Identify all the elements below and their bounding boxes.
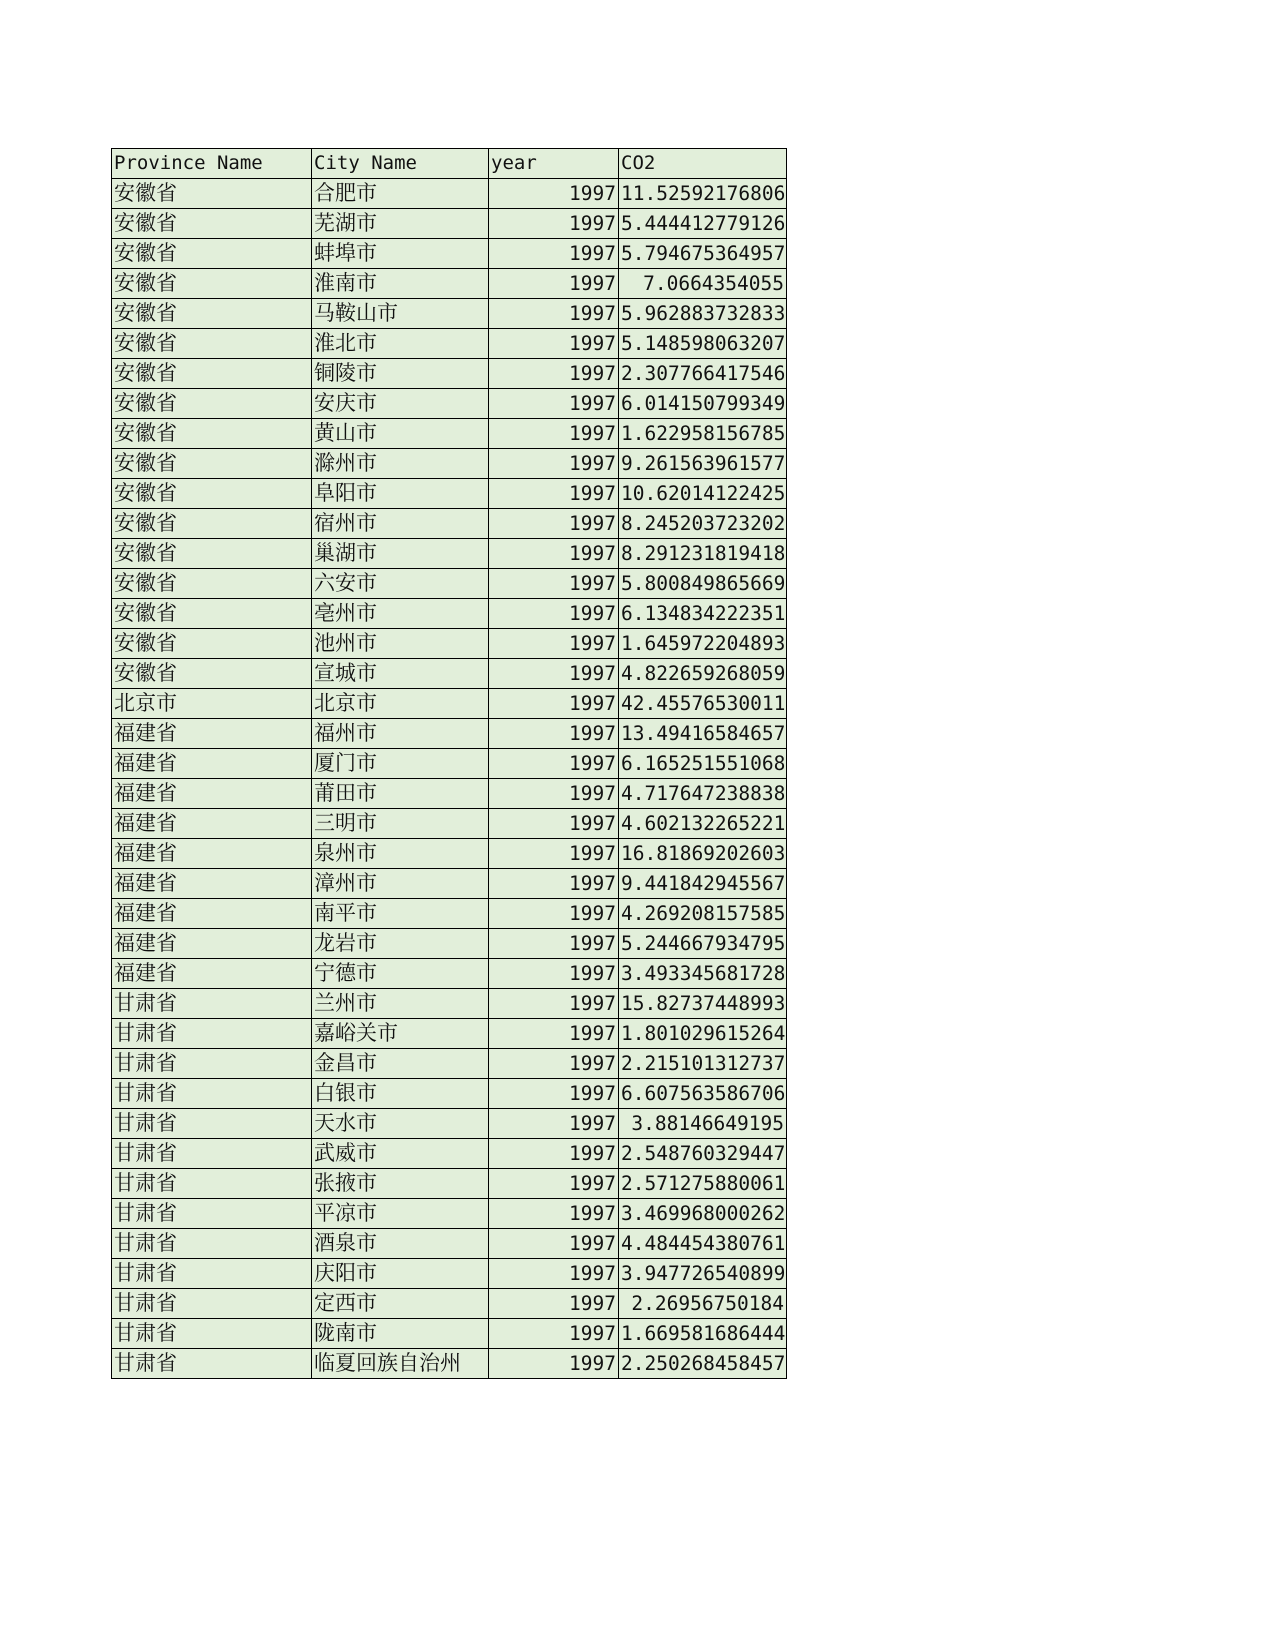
year-cell: 1997 xyxy=(489,989,619,1019)
table-row xyxy=(112,1019,787,1049)
co2-cell: 6.165251551068 xyxy=(619,749,787,779)
table-row xyxy=(112,749,787,779)
year-cell: 1997 xyxy=(489,869,619,899)
province-cell: 甘肃省 xyxy=(112,1259,312,1289)
province-cell: 福建省 xyxy=(112,809,312,839)
province-cell: 安徽省 xyxy=(112,479,312,509)
province-cell: 安徽省 xyxy=(112,179,312,209)
table-row xyxy=(112,869,787,899)
co2-cell: 4.602132265221 xyxy=(619,809,787,839)
table-header-row xyxy=(112,149,787,179)
co2-cell: 9.261563961577 xyxy=(619,449,787,479)
province-cell: 甘肃省 xyxy=(112,1109,312,1139)
co2-cell: 5.962883732833 xyxy=(619,299,787,329)
table-row xyxy=(112,929,787,959)
table-row xyxy=(112,719,787,749)
city-cell: 平凉市 xyxy=(312,1199,489,1229)
city-cell: 芜湖市 xyxy=(312,209,489,239)
table-row xyxy=(112,569,787,599)
province-cell: 福建省 xyxy=(112,869,312,899)
province-cell: 福建省 xyxy=(112,899,312,929)
city-cell: 北京市 xyxy=(312,689,489,719)
city-cell: 阜阳市 xyxy=(312,479,489,509)
province-cell: 甘肃省 xyxy=(112,1229,312,1259)
province-cell: 安徽省 xyxy=(112,659,312,689)
co2-cell: 7.0664354055 xyxy=(619,269,787,299)
year-cell: 1997 xyxy=(489,1019,619,1049)
table-row xyxy=(112,629,787,659)
table-row xyxy=(112,479,787,509)
co2-cell: 42.45576530011 xyxy=(619,689,787,719)
year-cell: 1997 xyxy=(489,209,619,239)
year-cell: 1997 xyxy=(489,689,619,719)
city-cell: 嘉峪关市 xyxy=(312,1019,489,1049)
city-cell: 武威市 xyxy=(312,1139,489,1169)
co2-cell: 1.669581686444 xyxy=(619,1319,787,1349)
city-cell: 三明市 xyxy=(312,809,489,839)
co2-cell: 10.62014122425 xyxy=(619,479,787,509)
city-cell: 漳州市 xyxy=(312,869,489,899)
table-row xyxy=(112,1349,787,1379)
year-cell: 1997 xyxy=(489,599,619,629)
co2-cell: 4.717647238838 xyxy=(619,779,787,809)
city-cell: 南平市 xyxy=(312,899,489,929)
province-cell: 安徽省 xyxy=(112,359,312,389)
province-cell: 甘肃省 xyxy=(112,1349,312,1379)
city-cell: 宿州市 xyxy=(312,509,489,539)
year-cell: 1997 xyxy=(489,299,619,329)
year-cell: 1997 xyxy=(489,1199,619,1229)
province-cell: 福建省 xyxy=(112,959,312,989)
city-cell: 厦门市 xyxy=(312,749,489,779)
table-row xyxy=(112,1109,787,1139)
co2-cell: 6.014150799349 xyxy=(619,389,787,419)
year-cell: 1997 xyxy=(489,509,619,539)
table-row xyxy=(112,449,787,479)
year-cell: 1997 xyxy=(489,1049,619,1079)
year-cell: 1997 xyxy=(489,419,619,449)
year-cell: 1997 xyxy=(489,779,619,809)
co2-cell: 8.245203723202 xyxy=(619,509,787,539)
table-row xyxy=(112,809,787,839)
co2-cell: 4.269208157585 xyxy=(619,899,787,929)
year-cell: 1997 xyxy=(489,749,619,779)
header-year: year xyxy=(489,149,619,179)
year-cell: 1997 xyxy=(489,1229,619,1259)
city-cell: 白银市 xyxy=(312,1079,489,1109)
table-row xyxy=(112,509,787,539)
co2-cell: 3.469968000262 xyxy=(619,1199,787,1229)
year-cell: 1997 xyxy=(489,1109,619,1139)
co2-cell: 3.88146649195 xyxy=(619,1109,787,1139)
co2-cell: 9.441842945567 xyxy=(619,869,787,899)
table-row xyxy=(112,209,787,239)
year-cell: 1997 xyxy=(489,239,619,269)
province-cell: 福建省 xyxy=(112,929,312,959)
table-row xyxy=(112,389,787,419)
header-province-name: Province Name xyxy=(112,149,312,179)
year-cell: 1997 xyxy=(489,389,619,419)
province-cell: 安徽省 xyxy=(112,569,312,599)
table-row xyxy=(112,899,787,929)
co2-cell: 1.645972204893 xyxy=(619,629,787,659)
co2-cell: 2.250268458457 xyxy=(619,1349,787,1379)
city-cell: 宁德市 xyxy=(312,959,489,989)
province-cell: 甘肃省 xyxy=(112,1169,312,1199)
table-row xyxy=(112,599,787,629)
city-cell: 马鞍山市 xyxy=(312,299,489,329)
year-cell: 1997 xyxy=(489,1259,619,1289)
city-cell: 临夏回族自治州 xyxy=(312,1349,489,1379)
province-cell: 甘肃省 xyxy=(112,1049,312,1079)
year-cell: 1997 xyxy=(489,539,619,569)
province-cell: 安徽省 xyxy=(112,209,312,239)
table-row xyxy=(112,779,787,809)
co2-cell: 1.801029615264 xyxy=(619,1019,787,1049)
year-cell: 1997 xyxy=(489,1349,619,1379)
co2-cell: 2.548760329447 xyxy=(619,1139,787,1169)
table-row xyxy=(112,1319,787,1349)
co2-cell: 8.291231819418 xyxy=(619,539,787,569)
city-cell: 泉州市 xyxy=(312,839,489,869)
year-cell: 1997 xyxy=(489,629,619,659)
city-cell: 宣城市 xyxy=(312,659,489,689)
province-cell: 安徽省 xyxy=(112,389,312,419)
province-cell: 安徽省 xyxy=(112,539,312,569)
table-row xyxy=(112,359,787,389)
city-cell: 池州市 xyxy=(312,629,489,659)
province-cell: 福建省 xyxy=(112,749,312,779)
city-cell: 六安市 xyxy=(312,569,489,599)
year-cell: 1997 xyxy=(489,1139,619,1169)
table-row xyxy=(112,839,787,869)
province-cell: 北京市 xyxy=(112,689,312,719)
year-cell: 1997 xyxy=(489,569,619,599)
province-cell: 福建省 xyxy=(112,719,312,749)
co2-cell: 6.134834222351 xyxy=(619,599,787,629)
city-cell: 巢湖市 xyxy=(312,539,489,569)
table-row xyxy=(112,1049,787,1079)
co2-cell: 11.52592176806 xyxy=(619,179,787,209)
city-cell: 淮北市 xyxy=(312,329,489,359)
province-cell: 安徽省 xyxy=(112,329,312,359)
year-cell: 1997 xyxy=(489,959,619,989)
year-cell: 1997 xyxy=(489,659,619,689)
province-cell: 安徽省 xyxy=(112,269,312,299)
year-cell: 1997 xyxy=(489,839,619,869)
table-row xyxy=(112,1139,787,1169)
year-cell: 1997 xyxy=(489,329,619,359)
province-cell: 甘肃省 xyxy=(112,1019,312,1049)
province-cell: 甘肃省 xyxy=(112,989,312,1019)
table-body xyxy=(112,149,787,1379)
table-row xyxy=(112,959,787,989)
year-cell: 1997 xyxy=(489,359,619,389)
city-cell: 淮南市 xyxy=(312,269,489,299)
table-row xyxy=(112,1229,787,1259)
year-cell: 1997 xyxy=(489,1319,619,1349)
table-row xyxy=(112,659,787,689)
co2-cell: 4.822659268059 xyxy=(619,659,787,689)
city-cell: 酒泉市 xyxy=(312,1229,489,1259)
table-row xyxy=(112,689,787,719)
co2-cell: 5.800849865669 xyxy=(619,569,787,599)
province-cell: 安徽省 xyxy=(112,419,312,449)
co2-cell: 15.82737448993 xyxy=(619,989,787,1019)
year-cell: 1997 xyxy=(489,1289,619,1319)
city-cell: 福州市 xyxy=(312,719,489,749)
co2-cell: 13.49416584657 xyxy=(619,719,787,749)
city-cell: 黄山市 xyxy=(312,419,489,449)
city-cell: 安庆市 xyxy=(312,389,489,419)
city-cell: 兰州市 xyxy=(312,989,489,1019)
co2-cell: 5.444412779126 xyxy=(619,209,787,239)
data-table xyxy=(111,148,787,1379)
province-cell: 安徽省 xyxy=(112,599,312,629)
province-cell: 甘肃省 xyxy=(112,1289,312,1319)
province-cell: 福建省 xyxy=(112,779,312,809)
header-co2: CO2 xyxy=(619,149,787,179)
city-cell: 亳州市 xyxy=(312,599,489,629)
co2-cell: 6.607563586706 xyxy=(619,1079,787,1109)
city-cell: 莆田市 xyxy=(312,779,489,809)
table-row xyxy=(112,179,787,209)
city-cell: 合肥市 xyxy=(312,179,489,209)
province-cell: 安徽省 xyxy=(112,629,312,659)
year-cell: 1997 xyxy=(489,899,619,929)
table-row xyxy=(112,419,787,449)
province-cell: 安徽省 xyxy=(112,299,312,329)
co2-cell: 5.244667934795 xyxy=(619,929,787,959)
co2-cell: 2.307766417546 xyxy=(619,359,787,389)
city-cell: 蚌埠市 xyxy=(312,239,489,269)
co2-cell: 3.947726540899 xyxy=(619,1259,787,1289)
co2-cell: 5.794675364957 xyxy=(619,239,787,269)
city-cell: 张掖市 xyxy=(312,1169,489,1199)
year-cell: 1997 xyxy=(489,479,619,509)
year-cell: 1997 xyxy=(489,1169,619,1199)
year-cell: 1997 xyxy=(489,269,619,299)
table-row xyxy=(112,239,787,269)
city-cell: 陇南市 xyxy=(312,1319,489,1349)
table-row xyxy=(112,1289,787,1319)
year-cell: 1997 xyxy=(489,179,619,209)
co2-cell: 2.215101312737 xyxy=(619,1049,787,1079)
co2-cell: 5.148598063207 xyxy=(619,329,787,359)
co2-cell: 3.493345681728 xyxy=(619,959,787,989)
co2-cell: 1.622958156785 xyxy=(619,419,787,449)
year-cell: 1997 xyxy=(489,1079,619,1109)
table-row xyxy=(112,989,787,1019)
city-cell: 定西市 xyxy=(312,1289,489,1319)
province-cell: 安徽省 xyxy=(112,449,312,479)
co2-cell: 2.26956750184 xyxy=(619,1289,787,1319)
co2-cell: 16.81869202603 xyxy=(619,839,787,869)
province-cell: 安徽省 xyxy=(112,509,312,539)
year-cell: 1997 xyxy=(489,929,619,959)
province-cell: 甘肃省 xyxy=(112,1139,312,1169)
co2-cell: 4.484454380761 xyxy=(619,1229,787,1259)
city-cell: 庆阳市 xyxy=(312,1259,489,1289)
year-cell: 1997 xyxy=(489,719,619,749)
table-row xyxy=(112,1169,787,1199)
table-row xyxy=(112,539,787,569)
city-cell: 铜陵市 xyxy=(312,359,489,389)
table-row xyxy=(112,1199,787,1229)
city-cell: 金昌市 xyxy=(312,1049,489,1079)
co2-cell: 2.571275880061 xyxy=(619,1169,787,1199)
province-cell: 福建省 xyxy=(112,839,312,869)
province-cell: 甘肃省 xyxy=(112,1319,312,1349)
province-cell: 甘肃省 xyxy=(112,1079,312,1109)
year-cell: 1997 xyxy=(489,809,619,839)
table-row xyxy=(112,1079,787,1109)
city-cell: 龙岩市 xyxy=(312,929,489,959)
city-cell: 天水市 xyxy=(312,1109,489,1139)
table-row xyxy=(112,269,787,299)
province-cell: 甘肃省 xyxy=(112,1199,312,1229)
table-row xyxy=(112,329,787,359)
table-row xyxy=(112,299,787,329)
year-cell: 1997 xyxy=(489,449,619,479)
city-cell: 滁州市 xyxy=(312,449,489,479)
header-city-name: City Name xyxy=(312,149,489,179)
table-row xyxy=(112,1259,787,1289)
province-cell: 安徽省 xyxy=(112,239,312,269)
